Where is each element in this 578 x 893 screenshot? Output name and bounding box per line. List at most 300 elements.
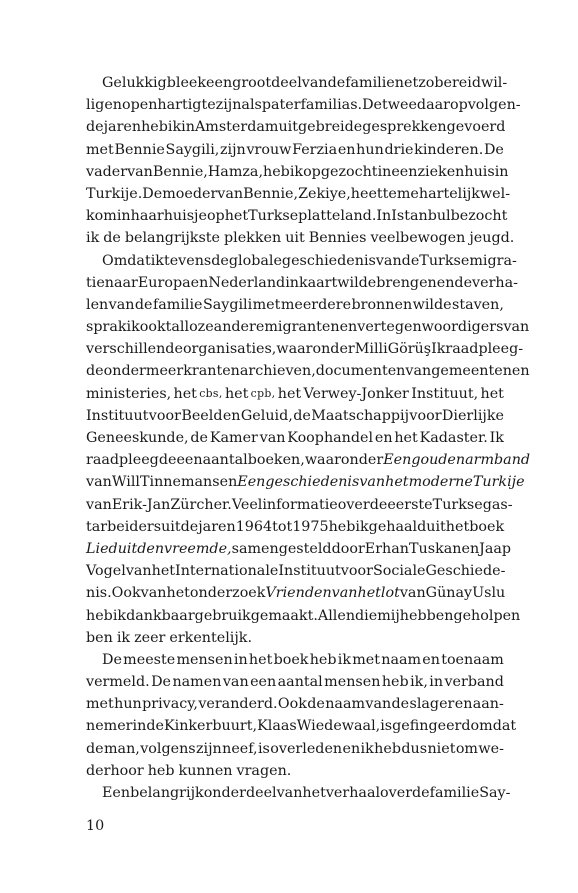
word: Saygili: [202, 296, 253, 313]
word: van: [301, 75, 328, 91]
word: uit: [117, 540, 138, 557]
word: de: [190, 430, 209, 446]
word: jaren: [198, 518, 236, 535]
word: naam: [381, 651, 422, 668]
word: aantal: [202, 452, 248, 469]
word: raadpleegde: [86, 452, 177, 469]
word: staven,: [452, 296, 504, 313]
text-line: [86, 383, 504, 405]
word: boeken,: [247, 452, 305, 469]
word: net: [394, 75, 419, 91]
word: vreemde,: [164, 540, 232, 557]
word: bleek: [166, 75, 207, 91]
word: Geneeskunde,: [86, 430, 189, 446]
word: Geluid,: [240, 407, 293, 424]
word: de: [369, 496, 388, 513]
word: Klaas: [257, 718, 297, 735]
word: Uslu: [472, 585, 506, 602]
word: Omdat: [102, 252, 151, 269]
word: wel-: [479, 185, 511, 202]
word: Instituut: [86, 407, 149, 424]
word: van: [405, 363, 432, 380]
word: de: [391, 696, 410, 713]
word: van: [108, 296, 135, 313]
word: Erik-Jan: [111, 496, 171, 513]
word: van: [125, 563, 152, 580]
word: veelbewogen: [370, 230, 466, 247]
word: Saygili,: [165, 141, 220, 158]
word: krantenarchieven,: [183, 363, 316, 380]
word: Turkije.: [86, 185, 143, 202]
text-line: [86, 205, 508, 227]
word: over: [380, 785, 413, 801]
text-line: [86, 139, 504, 161]
word: we-: [478, 740, 504, 757]
text-line: [86, 316, 530, 338]
word: meeste: [123, 651, 176, 668]
word: hartelijk: [418, 185, 480, 202]
word: vragen.: [236, 762, 292, 779]
word: Bennie: [114, 141, 165, 158]
word: mij: [377, 607, 400, 624]
word: verhaal: [325, 785, 381, 801]
word: van: [276, 785, 303, 801]
word: de: [86, 363, 104, 380]
word: het: [248, 651, 273, 668]
word: ik: [112, 607, 127, 624]
word: kom: [86, 208, 117, 225]
word: zijn: [220, 141, 246, 158]
word: me: [396, 185, 419, 202]
word: Say-: [479, 785, 511, 801]
word: Een: [237, 474, 266, 491]
word: de: [412, 785, 430, 801]
text-line: [86, 538, 512, 560]
word: deel: [271, 75, 302, 91]
word: een: [250, 674, 277, 691]
word: tarbeiders: [86, 518, 162, 535]
word: Allen: [317, 607, 356, 624]
word: daaropvolgen-: [416, 97, 521, 114]
word: Tinnemans: [139, 474, 220, 491]
word: De: [102, 651, 122, 668]
text-line: [86, 782, 511, 804]
word: Dierlijke: [441, 407, 504, 424]
word: en: [339, 319, 358, 336]
word: in: [233, 651, 248, 668]
word: zijn: [215, 97, 242, 114]
text-line: [86, 738, 504, 760]
word: plekken: [224, 230, 282, 247]
word: heb: [328, 518, 356, 535]
word: samengesteld: [231, 540, 332, 557]
word: met: [252, 296, 281, 313]
word: Bennie,: [152, 163, 208, 180]
word: zijn: [196, 740, 222, 757]
word: documenten: [315, 363, 406, 380]
word: De: [362, 97, 383, 114]
word: De: [151, 674, 172, 691]
word: Instituut: [278, 563, 341, 580]
word: Een: [102, 785, 131, 801]
word: slager: [409, 696, 455, 713]
word: ik: [289, 163, 304, 180]
text-line: [86, 605, 521, 627]
word: Gelukkig: [102, 75, 167, 91]
word: Vrienden: [265, 585, 332, 602]
word: Geschiede-: [425, 563, 506, 580]
word: organisaties,: [182, 341, 277, 358]
word: pater: [261, 97, 301, 114]
word: gefingeerd: [392, 718, 471, 735]
word: in: [494, 163, 509, 180]
word: erkentelijk.: [169, 629, 252, 646]
word: ook: [139, 319, 166, 336]
word: heb: [86, 607, 113, 624]
word: is: [257, 740, 270, 757]
word: is: [380, 718, 393, 735]
word: Europa: [137, 274, 191, 291]
word: cpb,: [250, 386, 276, 400]
word: heb: [374, 740, 401, 757]
text-line: [86, 183, 511, 205]
text-line: [86, 338, 524, 360]
word: hebben: [399, 607, 454, 624]
word: ik: [150, 252, 164, 269]
text-line: [86, 671, 504, 693]
word: de: [86, 740, 104, 757]
word: voor: [340, 563, 373, 580]
word: jeugd.: [469, 230, 515, 247]
word: Koophandel: [287, 430, 374, 446]
word: meerdere: [280, 296, 352, 313]
word: waaronder: [276, 341, 355, 358]
word: openhartig: [121, 97, 202, 114]
word: heb: [309, 651, 337, 668]
word: Beeld: [181, 407, 223, 424]
word: het: [445, 518, 470, 535]
text-line: [86, 272, 518, 294]
word: op: [206, 208, 225, 225]
word: den: [137, 540, 165, 557]
word: Instituut,: [411, 385, 479, 402]
word: en: [436, 274, 455, 291]
word: in: [181, 119, 195, 136]
word: die: [355, 607, 378, 624]
word: een: [206, 75, 233, 91]
word: vermeld.: [86, 674, 150, 691]
word: wilde: [337, 274, 377, 291]
word: bezocht: [450, 208, 508, 225]
word: en: [222, 407, 241, 424]
word: van: [222, 674, 249, 691]
word: met: [86, 696, 114, 713]
word: het: [151, 563, 176, 580]
word: Amsterdam: [194, 119, 279, 136]
word: Erhan: [364, 540, 409, 557]
word: het: [277, 385, 302, 402]
word: om: [455, 740, 478, 757]
word: namen: [172, 674, 222, 691]
word: en: [454, 696, 473, 713]
word: gas-: [482, 496, 513, 513]
word: de: [134, 296, 153, 313]
word: mensen: [324, 674, 381, 691]
word: voor: [409, 407, 442, 424]
text-line: [86, 227, 515, 249]
word: haar: [130, 208, 164, 225]
word: van: [331, 585, 358, 602]
word: 1964: [235, 518, 273, 535]
word: de: [180, 518, 199, 535]
word: tot: [272, 518, 293, 535]
word: in: [285, 274, 299, 291]
word: Turkije: [472, 474, 525, 491]
word: nemer: [86, 718, 133, 735]
text-line: [86, 649, 504, 671]
word: van: [365, 696, 392, 713]
word: bereidwil-: [434, 75, 508, 91]
word: van: [127, 163, 153, 180]
text-line: [86, 250, 517, 272]
word: Ook: [111, 585, 141, 602]
word: gehaald: [368, 518, 427, 535]
word: moeder: [162, 185, 218, 202]
word: kinderen.: [414, 141, 484, 158]
word: en: [422, 651, 440, 668]
word: Internationale: [175, 563, 279, 580]
word: de: [401, 252, 420, 269]
word: hun: [356, 141, 384, 158]
word: ik: [337, 651, 352, 668]
text-line: [86, 715, 517, 737]
word: een: [176, 452, 203, 469]
word: veranderd.: [198, 696, 278, 713]
word: bronnen: [351, 296, 413, 313]
word: andere: [213, 319, 265, 336]
word: uit: [161, 518, 181, 535]
word: globale: [228, 252, 282, 269]
text-line: [86, 72, 508, 94]
word: uit: [285, 230, 305, 247]
word: Ik: [431, 341, 446, 358]
word: familias.: [300, 97, 363, 114]
word: ministeries,: [86, 385, 172, 402]
word: Zürcher.: [170, 496, 232, 513]
word: en: [337, 141, 356, 158]
word: Wiedewaal,: [296, 718, 381, 735]
word: man,: [104, 740, 140, 757]
word: jaren: [103, 119, 142, 136]
word: van: [259, 430, 286, 446]
word: Turkse: [248, 208, 299, 225]
word: Ik: [489, 430, 504, 446]
word: de: [307, 696, 325, 713]
word: aantal: [277, 674, 323, 691]
word: familie: [152, 296, 203, 313]
text-line: [86, 294, 504, 316]
word: het: [173, 385, 197, 402]
word: in: [429, 674, 444, 691]
word: boek: [469, 518, 505, 535]
word: te: [201, 97, 216, 114]
word: kaart: [298, 274, 338, 291]
word: vertegenwoordigers: [357, 319, 504, 336]
word: Een: [383, 452, 412, 469]
word: een: [391, 163, 418, 180]
word: Lied: [86, 540, 118, 557]
word: Will: [111, 474, 140, 491]
word: platteland.: [298, 208, 377, 225]
word: Kinkerbuurt,: [163, 718, 258, 735]
word: dankbaar: [126, 607, 195, 624]
word: van: [375, 252, 402, 269]
word: wilde: [412, 296, 452, 313]
word: Günay: [425, 585, 473, 602]
text-line: [86, 494, 513, 516]
word: kunnen: [178, 762, 233, 779]
text-line: [86, 94, 521, 116]
word: belangrijkste: [124, 230, 220, 247]
word: Ook: [277, 696, 307, 713]
word: uitgebreide: [278, 119, 363, 136]
word: Turkse: [419, 252, 470, 269]
word: Kadaster.: [419, 430, 488, 446]
word: huisje: [163, 208, 207, 225]
word: ik: [126, 319, 140, 336]
word: nis.: [86, 585, 112, 602]
word: toenaam: [441, 651, 504, 668]
word: ziekenhuis: [417, 163, 495, 180]
word: tie: [86, 274, 105, 291]
word: onder: [103, 363, 146, 380]
word: uit: [426, 518, 446, 535]
word: migranten: [264, 319, 340, 336]
word: de: [146, 718, 164, 735]
word: in: [377, 163, 392, 180]
word: verband: [444, 674, 504, 691]
text-line: [86, 161, 509, 183]
word: van: [399, 585, 426, 602]
word: als: [241, 97, 262, 114]
word: onderzoek: [189, 585, 266, 602]
word: volgens: [140, 740, 196, 757]
word: Veel: [231, 496, 263, 513]
word: gouden: [411, 452, 466, 469]
text-line: [86, 582, 504, 604]
word: ben: [86, 629, 113, 646]
word: derhoor: [86, 762, 144, 779]
word: Jaap: [479, 540, 512, 557]
word: door: [331, 540, 365, 557]
word: lot: [380, 585, 400, 602]
word: twee: [382, 97, 417, 114]
word: gesprekken: [362, 119, 447, 136]
text-line: [86, 116, 504, 138]
text-line: [86, 405, 504, 427]
word: moderne: [408, 474, 473, 491]
word: hun: [114, 696, 142, 713]
text-line: [86, 516, 504, 538]
word: heb: [263, 163, 290, 180]
word: Nederland: [208, 274, 286, 291]
word: en: [342, 740, 361, 757]
text-line: [86, 449, 531, 471]
word: cbs,: [199, 386, 223, 400]
word: ik: [86, 230, 100, 247]
word: raadpleeg-: [445, 341, 524, 358]
word: gevoerd: [446, 119, 506, 136]
word: de: [327, 75, 346, 91]
word: mensen: [176, 651, 233, 668]
word: onderdeel: [203, 785, 277, 801]
word: naar: [104, 274, 138, 291]
word: lig: [86, 97, 105, 114]
word: In: [376, 208, 392, 225]
page-number: 10: [86, 818, 105, 834]
text-line: [86, 693, 504, 715]
word: aan-: [472, 696, 504, 713]
word: vrouw: [246, 141, 292, 158]
word: de: [103, 230, 121, 247]
word: Bennies: [308, 230, 367, 247]
word: groot: [232, 75, 272, 91]
text-line: [86, 427, 504, 449]
word: tevens: [163, 252, 212, 269]
word: geschiedenis: [265, 474, 360, 491]
word: zo: [418, 75, 435, 91]
word: heb: [141, 119, 168, 136]
text-line: [86, 471, 525, 493]
word: len: [86, 296, 109, 313]
word: De: [142, 185, 163, 202]
word: meer: [145, 363, 184, 380]
word: het: [166, 585, 190, 602]
word: sprak: [86, 319, 127, 336]
word: belangrijk: [130, 785, 204, 801]
word: opgezocht: [303, 163, 378, 180]
word: familie: [429, 785, 480, 801]
word: ik: [360, 740, 374, 757]
word: Sociale: [372, 563, 426, 580]
word: zeer: [134, 629, 166, 646]
word: armband: [465, 452, 531, 469]
word: brengen: [376, 274, 437, 291]
word: informatie: [262, 496, 338, 513]
word: van: [503, 319, 530, 336]
word: van: [217, 185, 244, 202]
word: de: [86, 119, 104, 136]
word: van: [359, 474, 386, 491]
text-line: [86, 560, 504, 582]
word: Bennie,: [243, 185, 299, 202]
word: De: [483, 141, 504, 158]
word: drie: [384, 141, 414, 158]
word: gebruikgemaakt.: [194, 607, 318, 624]
word: geschiedenis: [281, 252, 376, 269]
word: en: [219, 474, 238, 491]
word: met: [86, 141, 114, 158]
word: migra-: [469, 252, 517, 269]
word: heb: [381, 674, 409, 691]
word: het: [357, 585, 381, 602]
word: Maatschappij: [311, 407, 410, 424]
word: Zekiye,: [298, 185, 351, 202]
word: en: [374, 430, 393, 446]
word: ik: [167, 119, 182, 136]
word: heette: [350, 185, 397, 202]
word: en: [104, 97, 122, 114]
